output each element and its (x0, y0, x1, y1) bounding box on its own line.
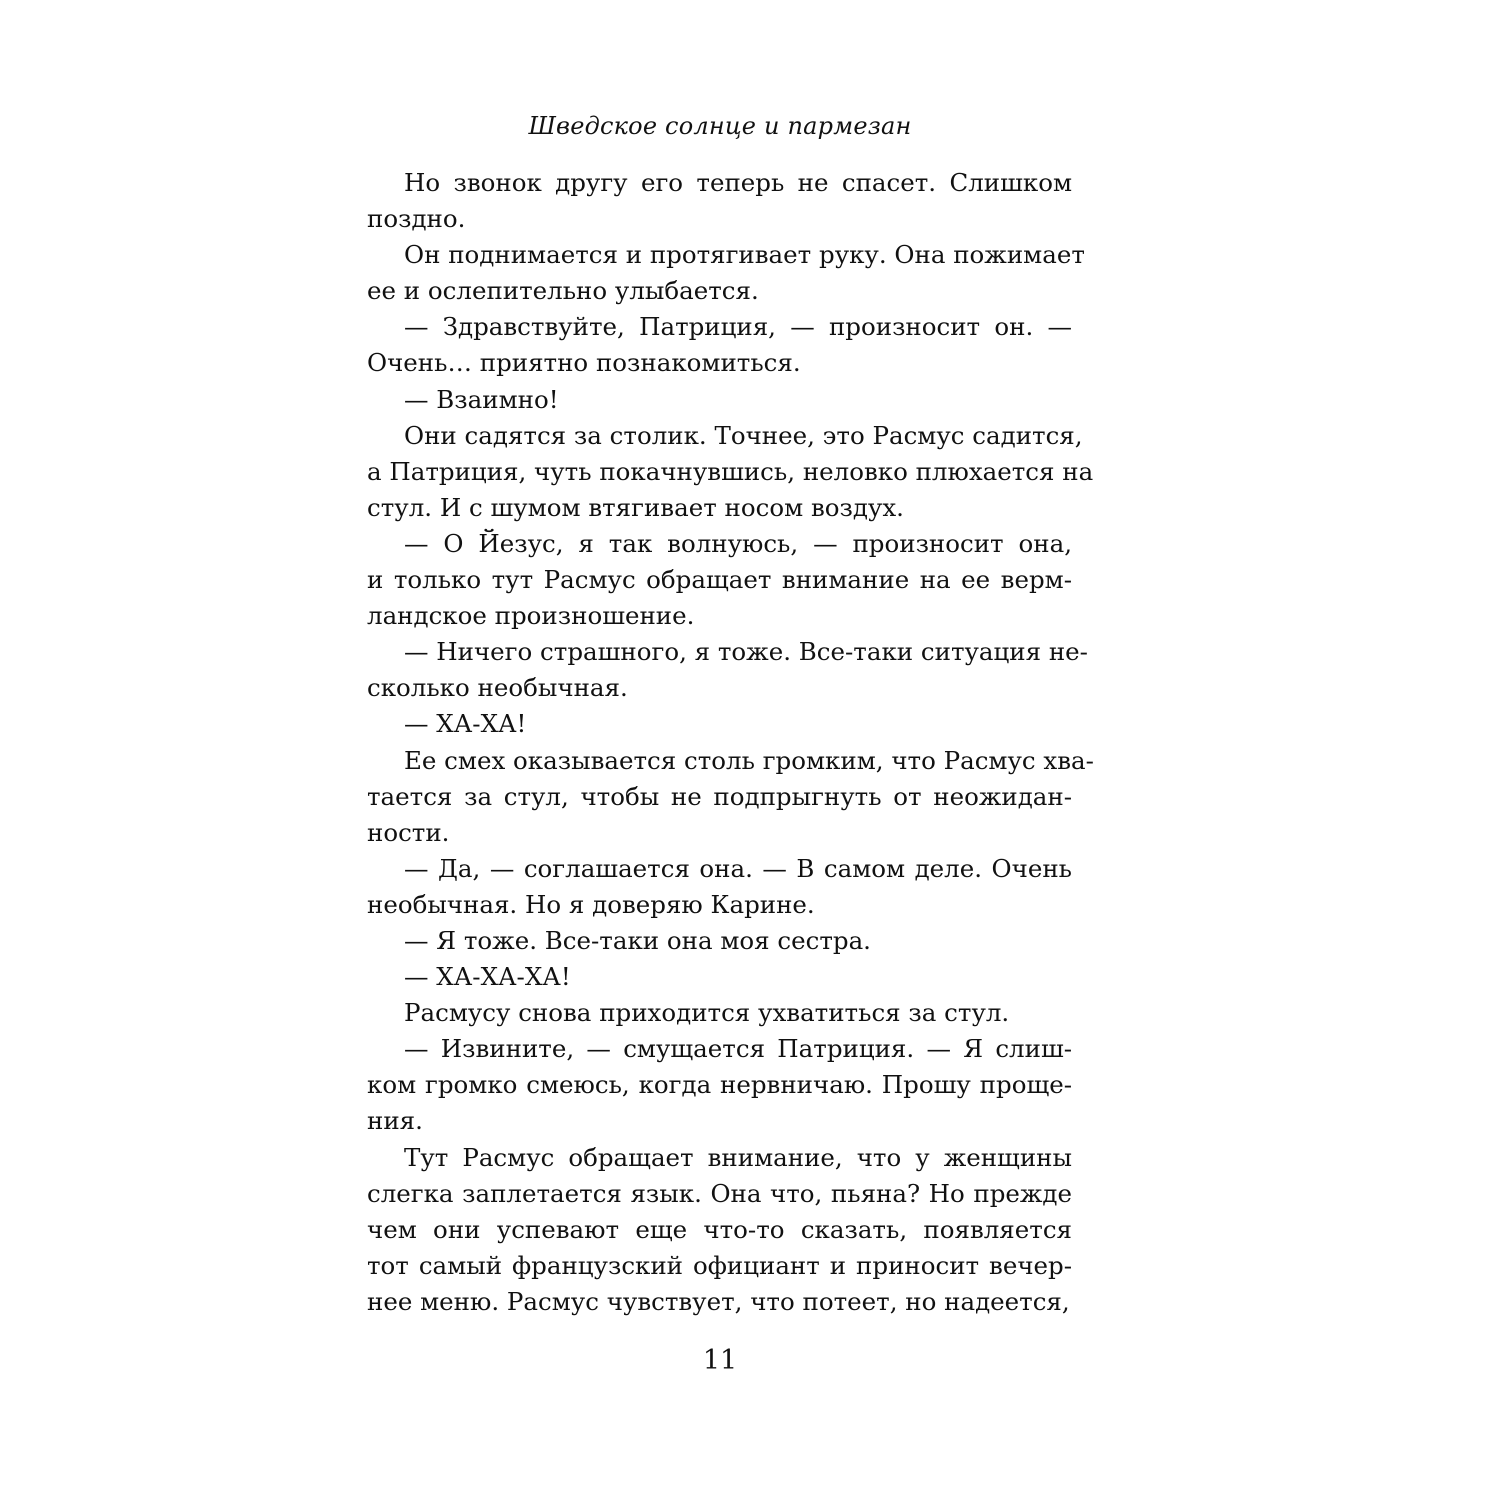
paragraph (367, 743, 1094, 851)
text-line: ния. (367, 1106, 423, 1136)
text-line: — О Йезус, я так волнуюсь, — произносит она, (404, 528, 1072, 558)
text-line: Ее смех оказывается столь громким, что Расмус хва- (404, 745, 1094, 775)
text-line: Они садятся за столик. Точнее, это Расмус садится, (404, 420, 1083, 450)
text-line: необычная. Но я доверяю Карине. (367, 889, 815, 919)
text-line: ландское произношение. (367, 601, 695, 631)
text-line: ности. (367, 817, 450, 847)
text-line: стул. И с шумом втягивает носом воздух. (367, 492, 904, 522)
text-line: — Здравствуйте, Патриция, — произносит он. — (404, 312, 1072, 342)
paragraph (367, 923, 1072, 959)
text-line: Очень… приятно познакомиться. (367, 348, 801, 378)
text-line: — Ничего страшного, я тоже. Все-таки ситуация не- (404, 637, 1088, 667)
paragraph (367, 634, 1088, 706)
text-line: — ХА-ХА-ХА! (404, 962, 571, 992)
paragraph (367, 995, 1072, 1031)
text-line: нее меню. Расмус чувствует, что потеет, но надеется, (367, 1286, 1070, 1316)
text-line: — Да, — соглашается она. — В самом деле. Очень (404, 853, 1072, 883)
body-text (367, 165, 1094, 1320)
paragraph (367, 706, 1072, 742)
paragraph (367, 1140, 1072, 1320)
paragraph (367, 1031, 1072, 1139)
text-line: — Извините, — смущается Патриция. — Я слиш- (404, 1034, 1072, 1064)
text-line: и только тут Расмус обращает внимание на ее верм- (367, 565, 1072, 595)
page-number: 11 (702, 1345, 738, 1376)
text-line: — Я тоже. Все-таки она моя сестра. (404, 925, 871, 955)
paragraph (367, 418, 1094, 526)
paragraph (367, 237, 1085, 309)
text-line: Но звонок другу его теперь не спасет. Слишком (404, 168, 1072, 197)
text-line: слегка заплетается язык. Она что, пьяна? Но прежде (367, 1178, 1072, 1208)
running-head: Шведское солнце и пармезан (528, 112, 912, 140)
text-line: а Патриция, чуть покачнувшись, неловко плюхается на (367, 456, 1094, 486)
text-line: ее и ослепительно улыбается. (367, 276, 759, 306)
paragraph (367, 382, 1072, 418)
text-line: Тут Расмус обращает внимание, что у женщины (404, 1142, 1072, 1172)
text-line: — Взаимно! (404, 384, 559, 414)
paragraph (367, 959, 1072, 995)
paragraph (367, 165, 1072, 237)
text-line: ком громко смеюсь, когда нервничаю. Прошу проще- (367, 1070, 1072, 1100)
text-line: тается за стул, чтобы не подпрыгнуть от неожидан- (367, 781, 1072, 811)
text-line: поздно. (367, 204, 466, 234)
paragraph (367, 309, 1072, 381)
text-line: — ХА-ХА! (404, 709, 527, 739)
text-line: Расмусу снова приходится ухватиться за стул. (404, 998, 1010, 1028)
paragraph (367, 851, 1072, 923)
text-line: тот самый французский официант и приносит вечер- (367, 1250, 1072, 1280)
text-line: сколько необычная. (367, 673, 628, 703)
text-line: чем они успевают еще что-то сказать, появляется (367, 1214, 1072, 1244)
text-line: Он поднимается и протягивает руку. Она пожимает (404, 240, 1085, 270)
paragraph (367, 526, 1072, 634)
